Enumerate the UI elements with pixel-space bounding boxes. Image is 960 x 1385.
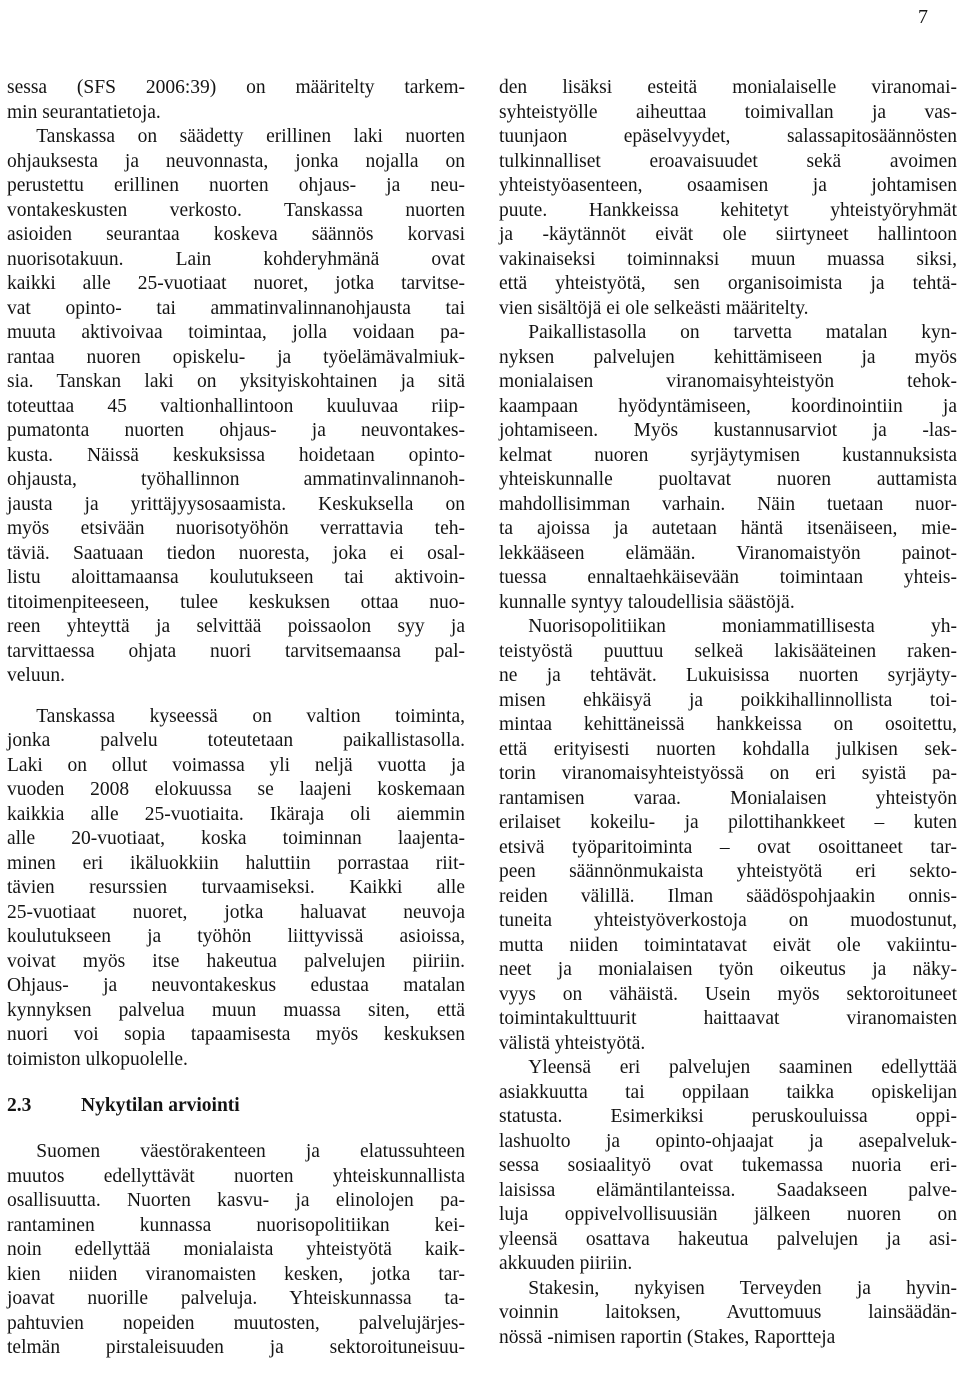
text-line: toimintakulttuurit haittaavat viranomaisten [499,1008,957,1029]
text-line: telmän pirstaleisuuden ja sektoroituneisuu- [7,1337,465,1358]
text-line: sessa (SFS 2006:39) on määritelty tarkem- [7,77,465,98]
text-line: asiakkuutta tai oppilaan taikka opiskelijan [499,1081,957,1103]
text-line: ne ja tehtävät. Lukuisissa nuorten syrjäyty- [499,665,957,686]
text-line: luja oppivelvollisuusiän jälkeen nuoren on [499,1204,957,1225]
left-column [7,76,465,1361]
text-line: tuessa ennaltaehkäisevään toimintaan yhteis- [499,567,957,588]
text-line: noin edellyttää monialaista yhteistyötä kaik- [7,1239,465,1260]
section-number: 2.3 [7,1095,32,1116]
text-line: myös etsivään nuorisotyöhön verrattavia teh- [7,518,465,539]
text-line: nössä -nimisen raportin (Stakes, Raportteja [499,1326,836,1348]
text-line: kaikki alle 25-vuotiaat nuoret, jotka tarvitse- [7,273,465,294]
text-line: jausta ja yrittäjyysosaamista. Keskuksella on [7,493,465,515]
text-line: mintaa kehittäneissä hankkeissa on osoitettu, [499,714,957,735]
paragraph-group [7,705,465,1073]
text-line: tulkinnalliset eroavaisuudet sekä avoimen [499,150,957,172]
paragraph-group [7,76,465,689]
text-line: lashuolto ja opinto-ohjaajat ja asepalveluk- [499,1130,957,1152]
text-line: kaikkia alle 25-vuotiaita. Ikäraja oli aiemmin [7,803,465,825]
text-line: Stakesin, nykyisen Terveyden ja hyvin- [499,1277,957,1299]
text-line: osallisuutta. Nuorten kasvu- ja elinolojen pa- [7,1190,465,1211]
text-line: 25-vuotiaat nuoret, jotka haluavat neuvoja [7,901,465,923]
section-heading [7,1093,465,1119]
text-line: veluun. [7,665,65,686]
text-line: yhteistyöasenteen, osaamisen ja johtamisen [499,175,957,196]
text-line: perustettu erillinen nuorten ohjaus- ja neu- [7,175,465,196]
text-line: toimiston ulkopuolelle. [7,1048,188,1070]
text-line: laisissa elämäntilanteissa. Saadakseen palve- [499,1179,957,1201]
text-line: rantamisen varaa. Monialaisen yhteistyön [499,787,957,809]
text-line: pumatonta nuorten ohjaus- ja neuvontakes- [7,420,465,441]
text-line: vyys on vähäistä. Usein myös sektoroituneet [499,983,957,1005]
text-line: Yleensä eri palvelujen saaminen edellyttää [499,1057,957,1078]
text-line: yleensä osattava hakeutua palvelujen ja asi- [499,1228,957,1250]
text-line: täviä. Saatuaan tiedon nuoresta, joka ei osal- [7,542,465,564]
text-line: Suomen väestörakenteen ja elatussuhteen [7,1141,465,1162]
text-line: ja -käytännöt eivät ole siirtyneet hallintoon [499,224,957,245]
text-line: kynnyksen palvelua muun muassa siten, että [7,999,465,1021]
text-line: tarvittaessa ohjata nuori tarvitsemaansa pal- [7,640,465,662]
text-line: puute. Hankkeissa kehitetyt yhteistyöryhmät [499,199,957,221]
spacer [7,1072,465,1093]
paragraph-group [499,76,957,1350]
text-line: peen säännönmukaista yhteistyötä eri sekto- [499,861,957,882]
text-line: erilaiset kokeilu- ja pilottihankkeet – kuten [499,812,957,833]
text-line: sessa sosiaalityö ovat tukemassa nuoria eri- [499,1155,957,1176]
text-line: listu aloittamaansa koulutukseen tai aktivoin- [7,567,465,588]
text-line: den lisäksi esteitä monialaiselle viranomai- [499,77,957,98]
text-line: titoimenpiteeseen, tulee keskuksen ottaa nuo- [7,591,465,613]
spacer [7,1119,465,1140]
text-line: rantaminen kunnassa nuorisopolitiikan kei- [7,1214,465,1236]
spacer [7,689,465,705]
text-line: jonka palvelu toteutetaan paikallistasolla. [7,730,465,751]
text-line: asioiden seurantaa koskeva säännös korvasi [7,224,465,245]
text-line: kusta. Näissä keskuksissa hoidetaan opinto- [7,444,465,466]
text-line: kunnalle syntyy taloudellisia säästöjä. [499,591,795,613]
text-line: lekkääseen elämään. Viranomaistyön painot- [499,542,957,564]
text-line: nyksen palvelujen kehittämiseen ja myös [499,346,957,368]
text-line: ohjauksesta ja neuvonnasta, jonka nojalla on [7,150,465,172]
text-line: muuta aktivoivaa toimintaa, jolla voidaan pa- [7,322,465,343]
text-line: vakinaiseksi toiminnaksi muun muassa siksi, [499,248,957,270]
text-line: nuori voi sopia tapaamisesta myös keskuksen [7,1024,465,1045]
text-line: teistyöstä puuttuu selkeä lakisääteinen raken- [499,640,957,662]
text-line: vuoden 2008 elokuussa se laajeni koskemaan [7,779,465,800]
text-line: kien niiden viranomaisten kesken, jotka tar- [7,1263,465,1285]
text-line: statusta. Esimerkiksi peruskouluissa oppi- [499,1106,957,1127]
text-line: pahtuvien nopeiden muutosten, palvelujärjes- [7,1312,465,1334]
text-line: että yhteistyötä, sen organisoimista ja tehtä- [499,273,957,294]
page-number: 7 [918,6,928,28]
text-line: voinnin laitoksen, Avuttomuus lainsäädän- [499,1302,957,1323]
text-line: sia. Tanskan laki on yksityiskohtainen ja sitä [7,371,465,392]
text-line: etsivä työparitoiminta – ovat osoittaneet tar- [499,836,957,858]
text-line: ohjausta, työhallinnon ammatinvalinnanoh- [7,469,465,490]
text-line: Ohjaus- ja neuvontakeskus edustaa matalan [7,975,465,996]
text-line: mutta niiden toimintatavat eivät ole vakiintu- [499,934,957,956]
text-line: voivat myös itse hakeutua palvelujen piiriin. [7,950,465,972]
text-line: Tanskassa on säädetty erillinen laki nuorten [7,126,465,147]
text-line: vat opinto- tai ammatinvalinnanohjausta tai [7,297,465,319]
text-line: Paikallistasolla on tarvetta matalan kyn- [499,322,957,343]
text-line: kaampaan hyödyntämiseen, koordinointiin ja [499,395,957,417]
text-line: joavat nuorille palveluja. Yhteiskunnassa ta- [7,1288,465,1309]
text-line: neet ja monialaisen työn oikeutus ja näky- [499,959,957,980]
text-line: että erityisesti nuorten kohdalla julkisen sek- [499,738,957,760]
text-line: syhteistyölle aiheuttaa toimivallan ja vas- [499,101,957,123]
right-column [499,76,957,1350]
text-line: alle 20-vuotiaat, koska toiminnan laajenta- [7,828,465,849]
text-line: ta ajoissa ja autetaan häntä itsenäiseen, mie- [499,518,957,539]
text-line: Tanskassa kyseessä on valtion toiminta, [7,705,465,727]
text-line: tävien resurssien turvaamiseksi. Kaikki alle [7,877,465,898]
text-line: muutos edellyttävät nuorten yhteiskunnallista [7,1165,465,1187]
text-line: Nuorisopolitiikan moniammatillisesta yh- [499,616,957,637]
text-line: koulutukseen ja työhön liittyvissä asioissa, [7,926,465,947]
text-line: torin viranomaisyhteistyössä on eri syistä pa- [499,763,957,784]
text-line: toteuttaa 45 valtionhallintoon kuuluvaa riip- [7,395,465,417]
section-title: Nykytilan arviointi [81,1095,240,1116]
text-line: misen ehkäisyä ja poikkihallinnollista toi- [499,689,957,711]
text-line: johtamiseen. Myös kustannusarviot ja -las- [499,420,957,441]
text-line: mahdollisimman varhain. Näin tuetaan nuor- [499,493,957,515]
text-line: reiden välillä. Ilman säädöspohjaakin onnis- [499,885,957,907]
text-line: vontakeskusten verkosto. Tanskassa nuorten [7,199,465,221]
text-line: monialaisen viranomaisyhteistyön tehok- [499,371,957,392]
text-line: reen yhteyttä ja selvittää poissaolon syy ja [7,616,465,637]
text-line: välistä yhteistyötä. [499,1032,646,1054]
text-line: vien sisältöjä ei ole selkeästi määritelty. [499,297,809,319]
text-line: yhteiskunnalle puoltavat nuoren auttamista [499,469,957,490]
text-line: minen eri ikäluokkiin haluttiin porrastaa riit- [7,852,465,874]
text-line: rantaa nuoren opiskelu- ja työelämävalmiuk- [7,346,465,368]
text-line: tuneita yhteistyöverkostoja on muodostunut, [499,910,957,931]
text-line: kelmat nuoren syrjäytymisen kustannuksista [499,444,957,466]
text-line: Laki on ollut voimassa yli neljä vuotta ja [7,754,465,776]
paragraph-group [7,1140,465,1361]
text-line: min seurantatietoja. [7,101,161,123]
text-line: nuorisotakuun. Lain kohderyhmänä ovat [7,248,465,270]
text-line: tuunjaon epäselvyydet, salassapitosäännösten [499,126,957,147]
text-line: akkuuden piiriin. [499,1253,633,1274]
